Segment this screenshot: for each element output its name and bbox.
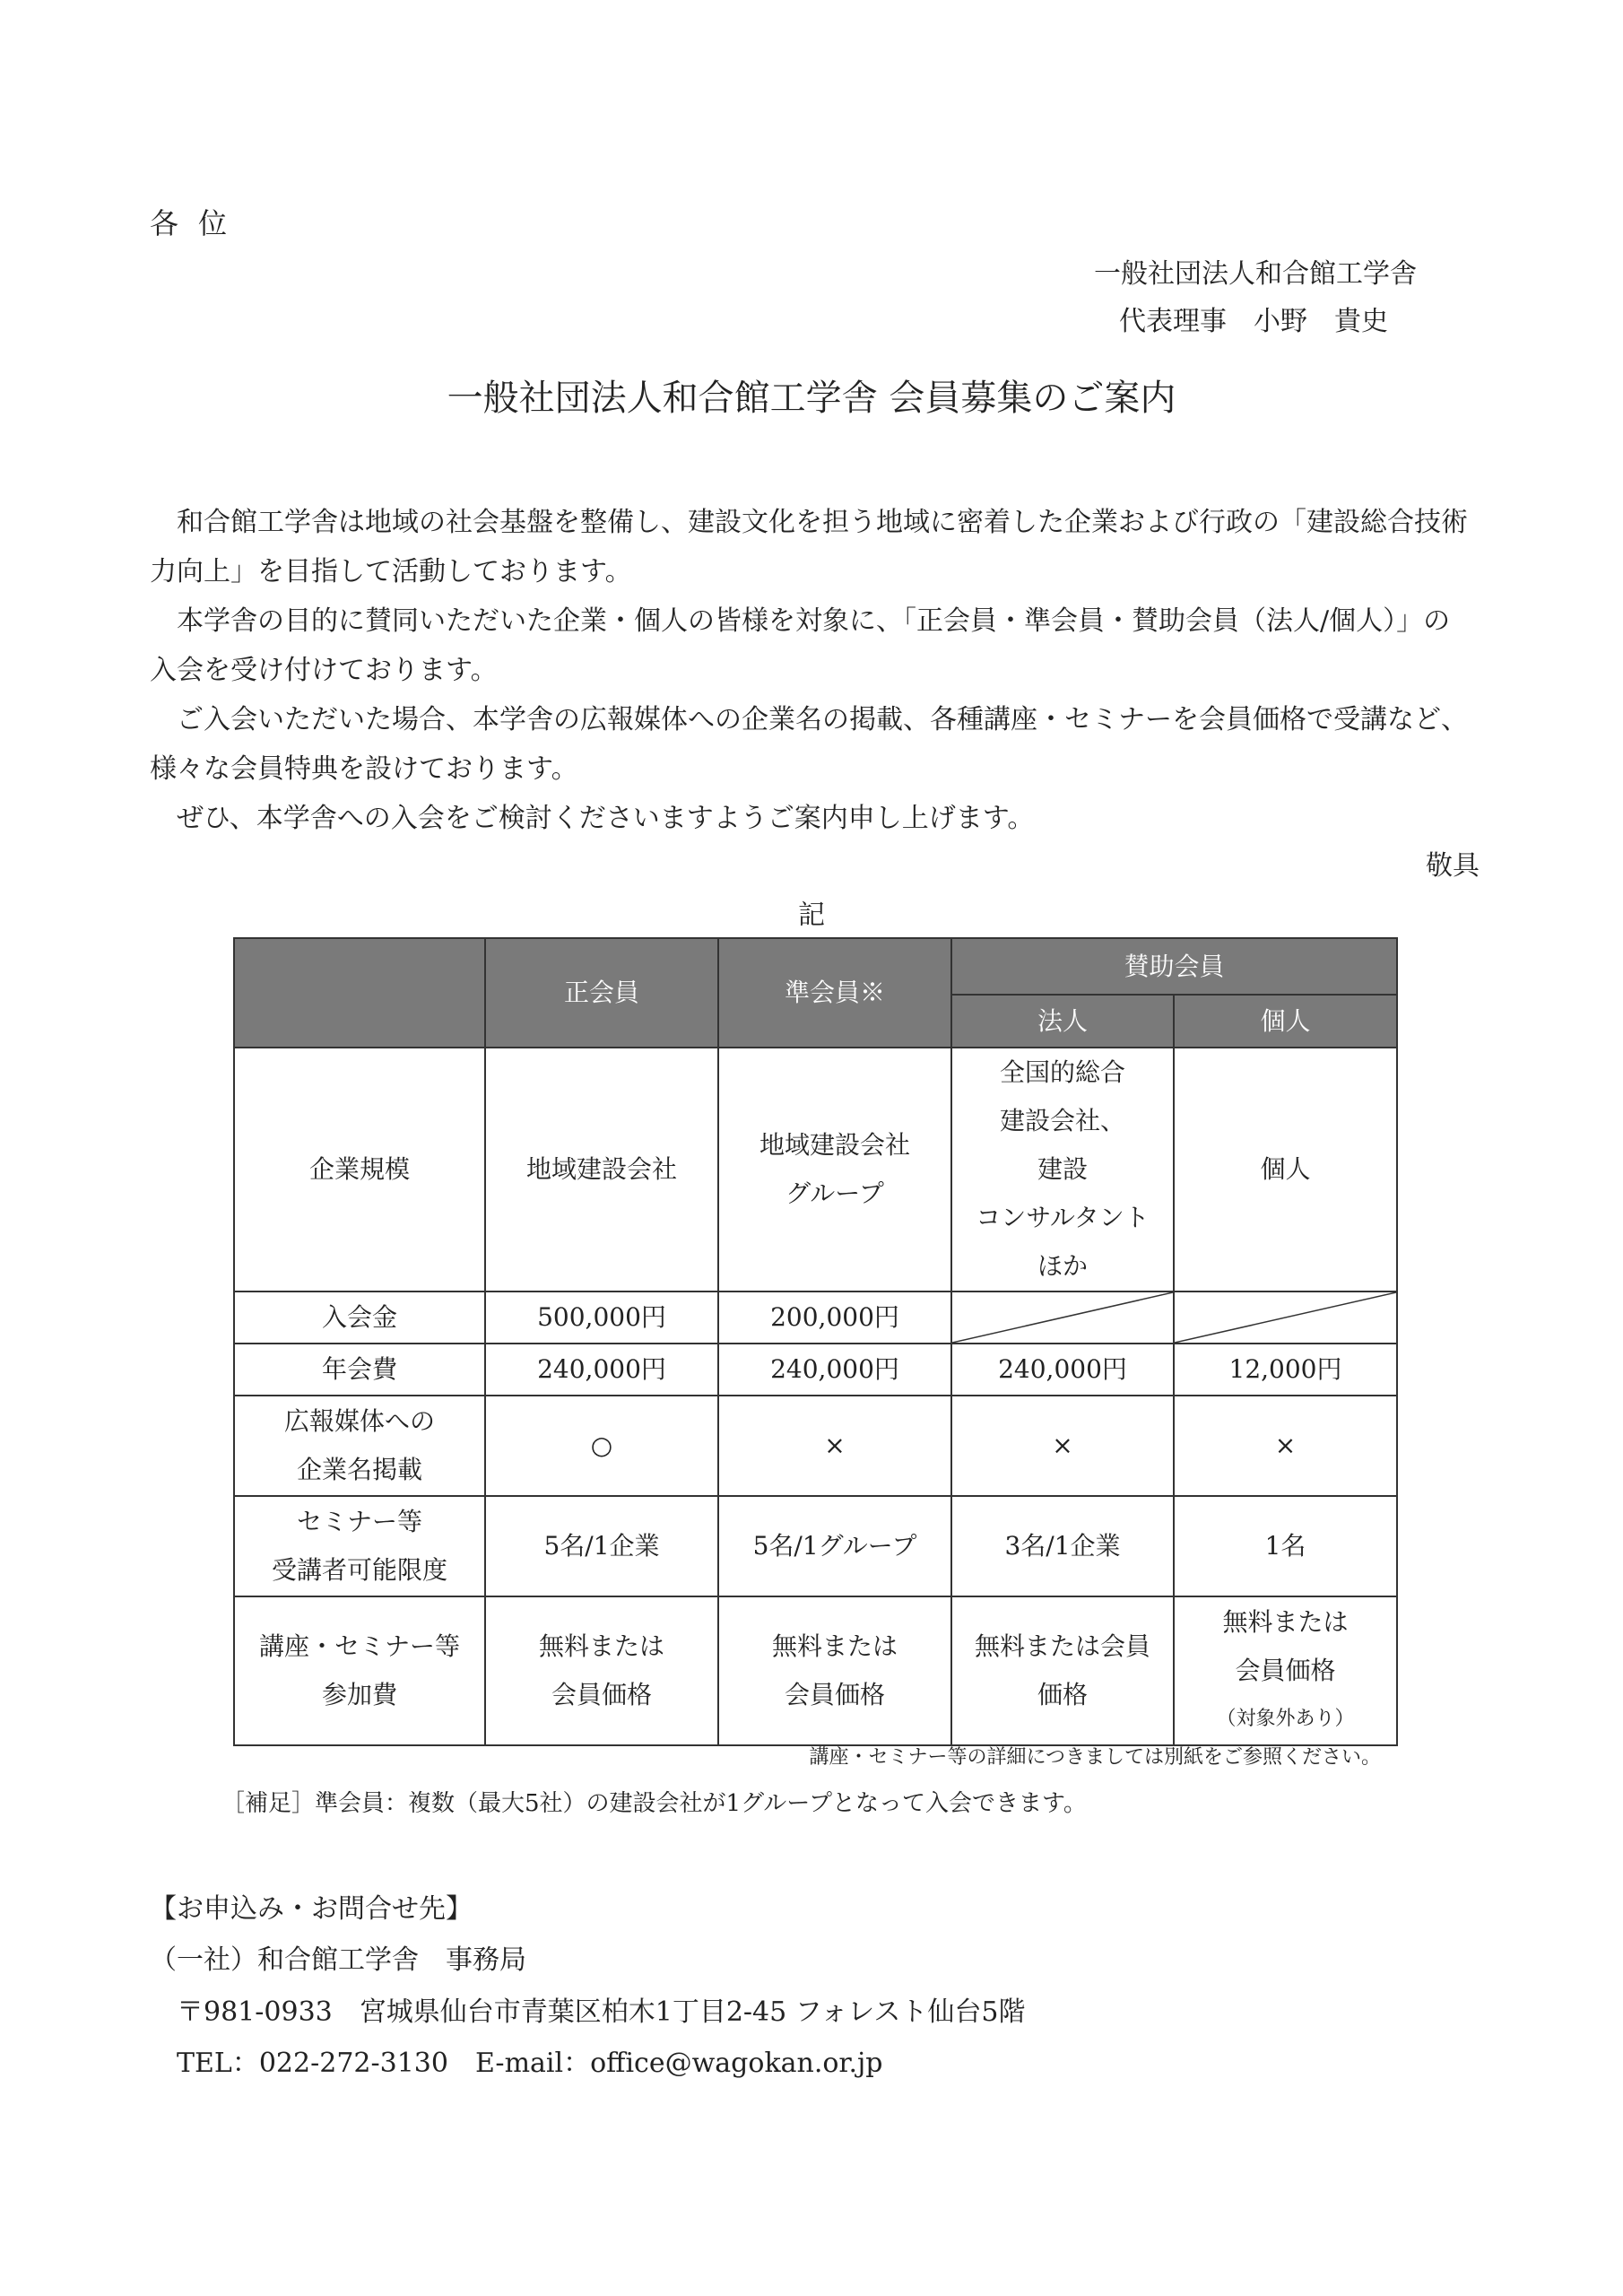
row-label-seminar-limit: セミナー等 受講者可能限度 <box>234 1496 485 1596</box>
sender-representative: 代表理事 小野 貴史 <box>1119 306 1388 337</box>
sender-organization: 一般社団法人和合館工学舎 <box>1094 258 1417 290</box>
table-row <box>234 1496 1397 1596</box>
scale-individual: 個人 <box>1174 1048 1397 1292</box>
listing-corporate: × <box>951 1396 1174 1496</box>
table-row <box>234 1596 1397 1745</box>
table-header-row <box>234 938 1397 995</box>
header-blank-cell <box>234 938 485 1048</box>
table-footnote: 講座・セミナー等の詳細につきましては別紙をご参照ください。 <box>809 1746 1381 1769</box>
table-row <box>234 1048 1397 1292</box>
contact-address: 〒981-0933 宮城県仙台市青葉区柏木1丁目2-45 フォレスト仙台5階 <box>177 1996 1026 2028</box>
row-label-listing: 広報媒体への 企業名掲載 <box>234 1396 485 1496</box>
closing-remark: 敬具 <box>1426 850 1480 882</box>
scale-associate: 地域建設会社 グループ <box>718 1048 951 1292</box>
body-paragraph-1: 和合館工学舎は地域の社会基盤を整備し、建設文化を担う地域に密着した企業および行政の「建設総合技術力向上」を目指して活動しております。 <box>150 507 1468 587</box>
scale-corporate: 全国的総合 建設会社、 建設 コンサルタント ほか <box>951 1048 1174 1292</box>
table-row <box>234 1292 1397 1344</box>
annual-fee-individual: 12,000円 <box>1174 1344 1397 1396</box>
entry-fee-associate: 200,000円 <box>718 1292 951 1344</box>
row-label-seminar-fee: 講座・セミナー等 参加費 <box>234 1596 485 1745</box>
seminar-fee-individual: 無料または 会員価格 （対象外あり） <box>1174 1596 1397 1745</box>
seminar-fee-corporate: 無料または会員 価格 <box>951 1596 1174 1745</box>
entry-fee-regular: 500,000円 <box>485 1292 718 1344</box>
supplement-note: ［補足］準会員：複数（最大5社）の建設会社が1グループとなって入会できます。 <box>221 1790 1087 1817</box>
contact-organization: （一社）和合館工学舎 事務局 <box>150 1944 526 1976</box>
seminar-limit-individual: 1名 <box>1174 1496 1397 1596</box>
row-label-entry-fee: 入会金 <box>234 1292 485 1344</box>
header-regular: 正会員 <box>485 938 718 1048</box>
entry-fee-corporate-na <box>951 1292 1174 1344</box>
annual-fee-corporate: 240,000円 <box>951 1344 1174 1396</box>
listing-individual: × <box>1174 1396 1397 1496</box>
header-supporting: 賛助会員 <box>951 938 1397 995</box>
membership-table <box>233 937 1398 1746</box>
seminar-fee-regular: 無料または 会員価格 <box>485 1596 718 1745</box>
table-row <box>234 1396 1397 1496</box>
contact-phone-email: TEL：022-272-3130 E-mail：office@wagokan.or.jp <box>177 2048 883 2079</box>
diagonal-line <box>1175 1292 1396 1343</box>
annual-fee-associate: 240,000円 <box>718 1344 951 1396</box>
diagonal-line <box>952 1292 1173 1343</box>
ki-heading: 記 <box>798 900 825 931</box>
addressee: 各位 <box>150 206 247 240</box>
document-title: 一般社団法人和合館工学舎 会員募集のご案内 <box>447 378 1176 419</box>
seminar-limit-corporate: 3名/1企業 <box>951 1496 1174 1596</box>
header-associate: 準会員※ <box>718 938 951 1048</box>
row-label-scale: 企業規模 <box>234 1048 485 1292</box>
listing-associate: × <box>718 1396 951 1496</box>
annual-fee-regular: 240,000円 <box>485 1344 718 1396</box>
listing-regular: ○ <box>485 1396 718 1496</box>
body-paragraph-2: 本学舎の目的に賛同いただいた企業・個人の皆様を対象に、「正会員・準会員・賛助会員（法人/個人）」の入会を受け付けております。 <box>150 605 1451 686</box>
body-paragraph-3: ご入会いただいた場合、本学舎の広報媒体への企業名の掲載、各種講座・セミナーを会員価格で受講など、様々な会員特典を設けております。 <box>150 704 1468 785</box>
seminar-fee-associate: 無料または 会員価格 <box>718 1596 951 1745</box>
body-paragraph-4: ぜひ、本学舎への入会をご検討くださいますようご案内申し上げます。 <box>177 803 1035 834</box>
table-row <box>234 1344 1397 1396</box>
entry-fee-individual-na <box>1174 1292 1397 1344</box>
contact-heading: 【お申込み・お問合せ先】 <box>150 1893 473 1925</box>
scale-regular: 地域建設会社 <box>485 1048 718 1292</box>
seminar-limit-associate: 5名/1グループ <box>718 1496 951 1596</box>
seminar-limit-regular: 5名/1企業 <box>485 1496 718 1596</box>
header-individual: 個人 <box>1174 995 1397 1048</box>
row-label-annual-fee: 年会費 <box>234 1344 485 1396</box>
header-corporate: 法人 <box>951 995 1174 1048</box>
